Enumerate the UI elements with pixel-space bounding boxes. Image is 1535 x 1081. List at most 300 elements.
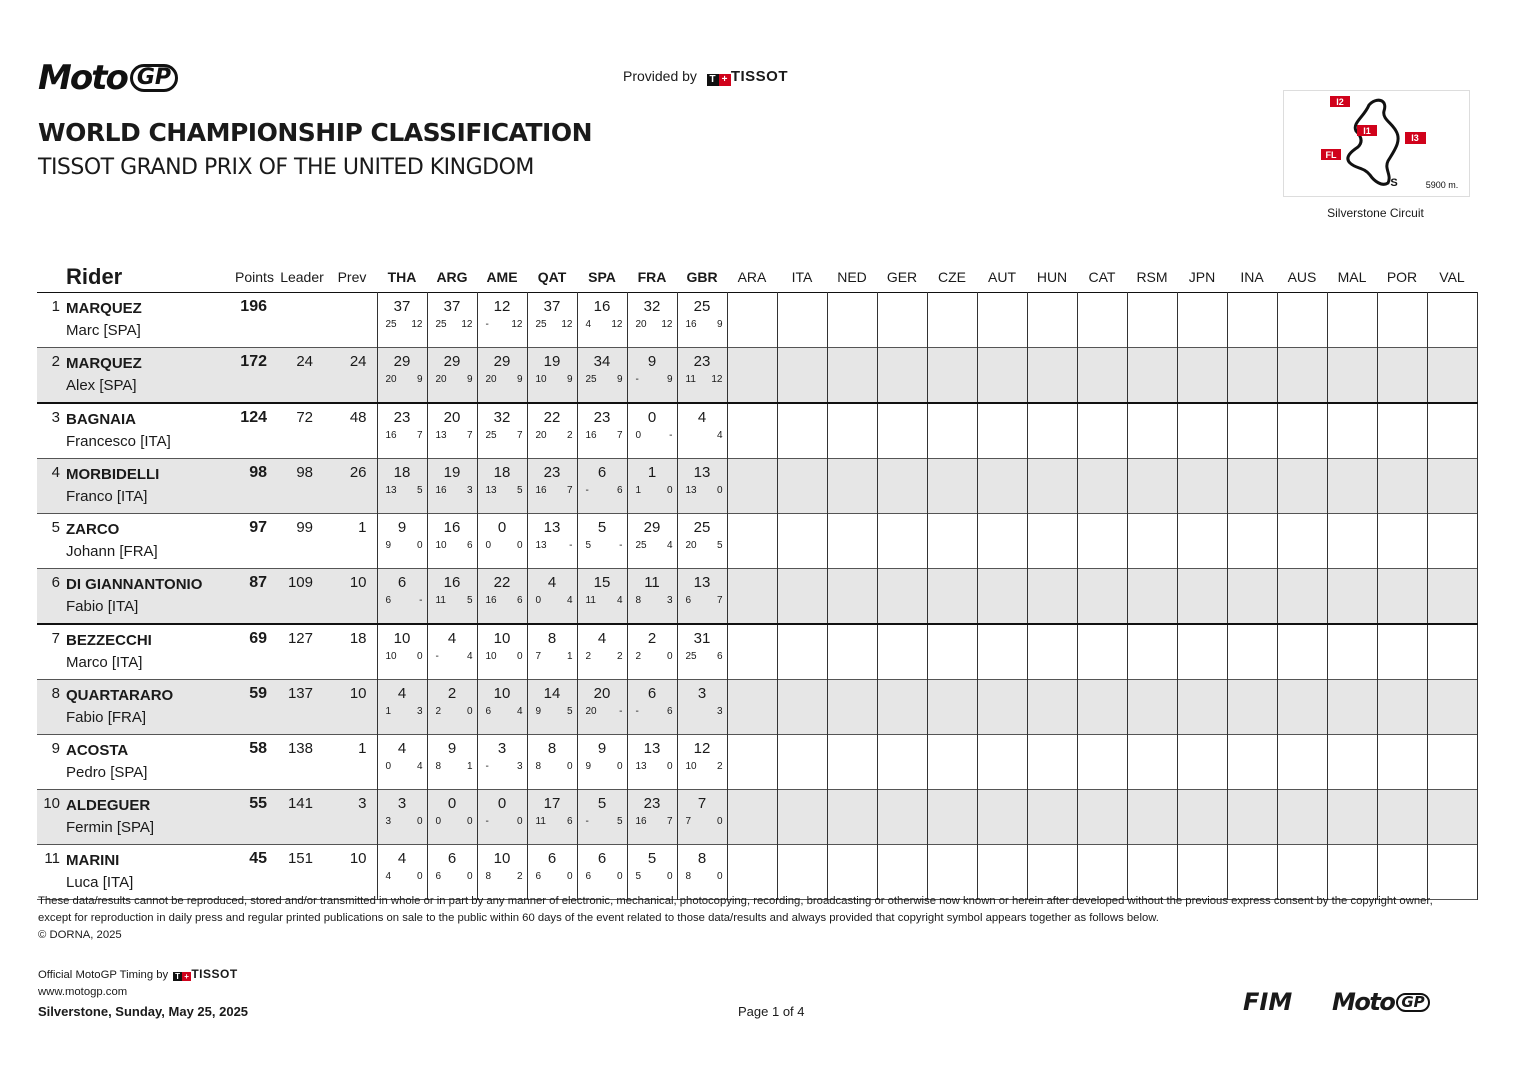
points-header: Points <box>235 269 274 285</box>
rider-firstname: Fabio [FRA] <box>66 709 147 726</box>
race-result-spa <box>577 845 627 900</box>
race-result-ame <box>477 403 527 459</box>
table-row <box>37 569 1477 625</box>
race-main-points: 0 <box>535 595 542 606</box>
race-result-mal <box>1327 514 1377 569</box>
race-result-hun <box>1027 845 1077 900</box>
race-main-points: 11 <box>435 595 446 606</box>
race-sprint-points: 9 <box>466 374 473 385</box>
race-result-por <box>1377 680 1427 735</box>
race-total: 15 <box>593 574 611 591</box>
race-sprint-points: 9 <box>416 374 423 385</box>
race-result-rsm <box>1127 845 1177 900</box>
race-result-jpn <box>1177 514 1227 569</box>
rider-prev-gap: 10 <box>349 850 367 867</box>
rider-leader-gap: 141 <box>287 795 313 812</box>
race-result-mal <box>1327 569 1377 625</box>
race-total: 23 <box>543 464 561 481</box>
race-result-ame <box>477 845 527 900</box>
race-result-ina <box>1227 624 1277 680</box>
rider-position: 6 <box>51 574 60 591</box>
rider-surname: QUARTARARO <box>66 687 174 704</box>
race-sprint-points: 4 <box>466 651 473 662</box>
race-result-val <box>1427 403 1477 459</box>
table-row <box>37 624 1477 680</box>
race-total: 5 <box>647 850 657 867</box>
race-total: 4 <box>597 630 607 647</box>
rider-prev-gap: 3 <box>358 795 367 812</box>
race-sprint-points: 7 <box>516 430 523 441</box>
rider-leader-gap: 127 <box>287 630 313 647</box>
race-total: 37 <box>443 298 461 315</box>
race-result-val <box>1427 680 1477 735</box>
race-sprint-points: 0 <box>516 816 523 827</box>
race-total: 34 <box>593 353 611 370</box>
rider-points: 45 <box>249 850 267 867</box>
rider-position: 11 <box>44 850 60 867</box>
race-result-ita <box>777 790 827 845</box>
race-total: 29 <box>443 353 461 370</box>
race-main-points: 5 <box>585 540 592 551</box>
race-header-ame: AME <box>486 269 518 285</box>
race-result-gbr <box>677 459 727 514</box>
race-main-points: 2 <box>435 706 442 717</box>
race-result-spa <box>577 624 627 680</box>
race-result-mal <box>1327 790 1377 845</box>
race-total: 16 <box>593 298 611 315</box>
race-result-qat <box>527 735 577 790</box>
race-result-ina <box>1227 459 1277 514</box>
race-result-aus <box>1277 569 1327 625</box>
race-total: 32 <box>493 409 511 426</box>
race-result-tha <box>377 735 427 790</box>
race-result-jpn <box>1177 459 1227 514</box>
race-total: 2 <box>647 630 657 647</box>
rider-surname: MARQUEZ <box>66 355 142 372</box>
race-result-ame <box>477 459 527 514</box>
race-total: 29 <box>493 353 511 370</box>
race-total: 10 <box>393 630 411 647</box>
rider-name <box>66 624 232 680</box>
race-sprint-points: 3 <box>466 485 473 496</box>
race-main-points: 25 <box>585 374 597 385</box>
race-sprint-points: 3 <box>666 595 673 606</box>
race-sprint-points: 5 <box>716 540 723 551</box>
rider-points: 87 <box>249 574 267 591</box>
race-main-points: 11 <box>585 595 596 606</box>
race-result-ned <box>827 845 877 900</box>
race-result-por <box>1377 348 1427 404</box>
race-main-points: 8 <box>685 871 692 882</box>
race-result-arg <box>427 348 477 404</box>
race-result-tha <box>377 624 427 680</box>
race-result-spa <box>577 514 627 569</box>
tissot-t-icon: T <box>707 74 719 86</box>
rider-firstname: Fabio [ITA] <box>66 598 139 615</box>
official-timing: Official MotoGP Timing by T + TISSOT www.motogp.com <box>38 966 238 1001</box>
race-total: 29 <box>393 353 411 370</box>
table-row <box>37 680 1477 735</box>
race-result-aut <box>977 680 1027 735</box>
race-result-jpn <box>1177 624 1227 680</box>
race-result-tha <box>377 348 427 404</box>
rider-prev-gap: 26 <box>349 464 367 481</box>
race-result-tha <box>377 403 427 459</box>
race-main-points: 16 <box>485 595 497 606</box>
race-total: 20 <box>443 409 461 426</box>
race-header-ned: NED <box>837 269 867 285</box>
race-result-arg <box>427 680 477 735</box>
race-sprint-points: 6 <box>566 816 573 827</box>
finish-line-label: FL <box>1325 150 1337 160</box>
race-result-por <box>1377 735 1427 790</box>
race-main-points: 16 <box>635 816 647 827</box>
race-result-hun <box>1027 735 1077 790</box>
race-result-ame <box>477 735 527 790</box>
race-main-points: 13 <box>485 485 497 496</box>
race-total: 23 <box>643 795 661 812</box>
race-sprint-points: 12 <box>561 319 573 330</box>
race-total: 13 <box>693 464 711 481</box>
rider-points: 69 <box>249 630 267 647</box>
race-result-val <box>1427 624 1477 680</box>
race-total: 4 <box>447 630 457 647</box>
race-result-tha <box>377 569 427 625</box>
website-link[interactable]: www.motogp.com <box>38 986 128 998</box>
rider-surname: ACOSTA <box>66 742 129 759</box>
race-main-points: 13 <box>685 485 697 496</box>
race-result-aus <box>1277 514 1327 569</box>
rider-name <box>66 403 232 459</box>
rider-firstname: Marco [ITA] <box>66 654 143 671</box>
race-sprint-points: 0 <box>566 761 573 772</box>
race-result-ina <box>1227 790 1277 845</box>
race-sprint-points: 9 <box>616 374 623 385</box>
race-main-points: 13 <box>385 485 397 496</box>
race-result-val <box>1427 514 1477 569</box>
race-result-ned <box>827 403 877 459</box>
race-result-cze <box>927 514 977 569</box>
race-total: 0 <box>497 519 507 536</box>
rider-position: 10 <box>43 795 60 812</box>
rider-prev-gap: 1 <box>358 740 367 757</box>
race-result-qat <box>527 790 577 845</box>
race-result-hun <box>1027 348 1077 404</box>
race-result-gbr <box>677 569 727 625</box>
race-total: 19 <box>543 353 561 370</box>
race-result-qat <box>527 348 577 404</box>
race-result-cat <box>1077 348 1127 404</box>
race-sprint-points: 0 <box>516 651 523 662</box>
race-main-points: - <box>485 761 489 772</box>
race-main-points: 11 <box>535 816 546 827</box>
circuit-track-icon <box>1284 91 1469 196</box>
race-result-mal <box>1327 403 1377 459</box>
race-sprint-points: 12 <box>511 319 523 330</box>
race-result-cat <box>1077 293 1127 348</box>
race-sprint-points: - <box>419 595 423 606</box>
race-result-hun <box>1027 569 1077 625</box>
race-total: 9 <box>647 353 657 370</box>
race-result-por <box>1377 845 1427 900</box>
race-main-points: 0 <box>385 761 392 772</box>
race-result-ger <box>877 569 927 625</box>
race-result-ina <box>1227 293 1277 348</box>
race-result-ned <box>827 680 877 735</box>
race-main-points: 0 <box>435 816 442 827</box>
rider-name <box>66 348 232 404</box>
rider-prev-gap: 1 <box>358 519 367 536</box>
race-main-points: 10 <box>435 540 447 551</box>
race-sprint-points: 4 <box>716 430 723 441</box>
race-result-gbr <box>677 514 727 569</box>
race-result-ita <box>777 624 827 680</box>
race-total: 19 <box>443 464 461 481</box>
race-result-aut <box>977 293 1027 348</box>
race-main-points: 10 <box>685 761 697 772</box>
copyright: © DORNA, 2025 <box>38 929 122 941</box>
race-sprint-points: 6 <box>716 651 723 662</box>
race-result-ina <box>1227 680 1277 735</box>
race-result-aus <box>1277 845 1327 900</box>
race-main-points: - <box>435 651 439 662</box>
race-result-qat <box>527 845 577 900</box>
race-sprint-points: 1 <box>566 651 573 662</box>
race-result-cat <box>1077 845 1127 900</box>
race-result-gbr <box>677 403 727 459</box>
rider-points: 59 <box>249 685 267 702</box>
race-total: 13 <box>543 519 561 536</box>
circuit-name: Silverstone Circuit <box>1327 206 1424 220</box>
rider-firstname: Marc [SPA] <box>66 322 141 339</box>
race-main-points: 6 <box>385 595 392 606</box>
rider-position: 9 <box>51 740 60 757</box>
race-main-points: 20 <box>685 540 697 551</box>
race-main-points: 13 <box>635 761 647 772</box>
race-result-arg <box>427 735 477 790</box>
race-main-points: 8 <box>485 871 492 882</box>
race-result-hun <box>1027 293 1077 348</box>
race-main-points: 1 <box>385 706 392 717</box>
race-sprint-points: 12 <box>411 319 423 330</box>
race-sprint-points: 12 <box>711 374 723 385</box>
table-row <box>37 348 1477 404</box>
race-total: 31 <box>693 630 711 647</box>
race-result-ina <box>1227 569 1277 625</box>
race-total: 16 <box>443 519 461 536</box>
race-header-arg: ARG <box>436 269 468 285</box>
rider-surname: ALDEGUER <box>66 797 151 814</box>
race-result-ned <box>827 348 877 404</box>
race-result-ita <box>777 293 827 348</box>
motogp-logo-footer: Moto GP <box>1332 988 1430 1016</box>
race-result-aus <box>1277 459 1327 514</box>
race-total: 10 <box>493 850 511 867</box>
race-result-jpn <box>1177 348 1227 404</box>
race-sprint-points: 0 <box>666 871 673 882</box>
race-result-tha <box>377 790 427 845</box>
race-main-points: 2 <box>585 651 592 662</box>
race-sprint-points: - <box>669 430 673 441</box>
race-sprint-points: 4 <box>416 761 423 772</box>
race-total: 25 <box>693 298 711 315</box>
race-result-ame <box>477 569 527 625</box>
race-sprint-points: 9 <box>716 319 723 330</box>
rider-points: 98 <box>249 464 267 481</box>
race-result-ned <box>827 293 877 348</box>
rider-name <box>66 514 232 569</box>
race-result-jpn <box>1177 569 1227 625</box>
race-sprint-points: - <box>619 540 623 551</box>
race-total: 0 <box>497 795 507 812</box>
rider-header: Rider <box>66 264 123 289</box>
race-main-points: 25 <box>435 319 447 330</box>
race-result-ara <box>727 845 777 900</box>
race-result-qat <box>527 459 577 514</box>
race-result-gbr <box>677 735 727 790</box>
race-result-jpn <box>1177 845 1227 900</box>
race-main-points: 16 <box>585 430 597 441</box>
race-result-aus <box>1277 293 1327 348</box>
race-sprint-points: 5 <box>466 595 473 606</box>
rider-position: 4 <box>51 464 60 481</box>
race-header-ger: GER <box>886 269 918 285</box>
race-result-arg <box>427 403 477 459</box>
prev-header: Prev <box>337 269 367 285</box>
race-sprint-points: 7 <box>616 430 623 441</box>
race-result-hun <box>1027 514 1077 569</box>
race-result-fra <box>627 624 677 680</box>
rider-firstname: Pedro [SPA] <box>66 764 148 781</box>
race-total: 6 <box>597 464 607 481</box>
race-result-spa <box>577 569 627 625</box>
race-main-points: 6 <box>535 871 542 882</box>
race-sprint-points: 9 <box>516 374 523 385</box>
sector-i1-label: I1 <box>1363 126 1371 136</box>
race-header-mal: MAL <box>1337 269 1367 285</box>
race-result-ame <box>477 790 527 845</box>
race-total: 22 <box>543 409 561 426</box>
race-result-arg <box>427 624 477 680</box>
race-result-por <box>1377 624 1427 680</box>
race-total: 17 <box>543 795 561 812</box>
race-sprint-points: 0 <box>466 816 473 827</box>
race-total: 11 <box>644 574 660 591</box>
race-main-points: 4 <box>585 319 592 330</box>
race-result-mal <box>1327 845 1377 900</box>
race-result-fra <box>627 403 677 459</box>
race-sprint-points: 3 <box>416 706 423 717</box>
race-total: 37 <box>393 298 411 315</box>
rider-points: 55 <box>249 795 267 812</box>
table-row <box>37 459 1477 514</box>
race-result-por <box>1377 790 1427 845</box>
race-total: 4 <box>697 409 707 426</box>
race-result-ned <box>827 790 877 845</box>
race-result-ned <box>827 735 877 790</box>
race-result-cze <box>927 790 977 845</box>
race-sprint-points: 0 <box>616 871 623 882</box>
race-result-aut <box>977 790 1027 845</box>
race-result-hun <box>1027 790 1077 845</box>
race-total: 5 <box>597 519 607 536</box>
race-result-cat <box>1077 569 1127 625</box>
race-result-ara <box>727 403 777 459</box>
race-result-ina <box>1227 514 1277 569</box>
race-header-spa: SPA <box>588 269 616 285</box>
rider-name <box>66 569 232 625</box>
race-total: 10 <box>493 630 511 647</box>
race-result-rsm <box>1127 680 1177 735</box>
race-main-points: 16 <box>385 430 397 441</box>
race-sprint-points: 7 <box>716 595 723 606</box>
race-result-aus <box>1277 403 1327 459</box>
race-total: 8 <box>697 850 707 867</box>
race-total: 1 <box>647 464 657 481</box>
race-total: 20 <box>593 685 611 702</box>
race-result-spa <box>577 680 627 735</box>
race-result-ger <box>877 790 927 845</box>
race-result-hun <box>1027 624 1077 680</box>
race-main-points: 25 <box>485 430 497 441</box>
race-result-val <box>1427 348 1477 404</box>
race-sprint-points: 9 <box>566 374 573 385</box>
race-sprint-points: 0 <box>516 540 523 551</box>
race-total: 3 <box>697 685 707 702</box>
rider-leader-gap: 99 <box>296 519 313 536</box>
race-result-ger <box>877 514 927 569</box>
race-total: 9 <box>397 519 407 536</box>
race-result-ina <box>1227 845 1277 900</box>
rider-position: 1 <box>51 298 60 315</box>
race-result-rsm <box>1127 459 1177 514</box>
table-row <box>37 735 1477 790</box>
race-result-ame <box>477 348 527 404</box>
race-total: 13 <box>693 574 711 591</box>
race-total: 4 <box>397 740 407 757</box>
race-result-gbr <box>677 624 727 680</box>
race-result-aut <box>977 514 1027 569</box>
rider-name <box>66 845 232 900</box>
race-result-fra <box>627 845 677 900</box>
race-result-cze <box>927 348 977 404</box>
table-header <box>37 262 1477 293</box>
race-main-points: 25 <box>385 319 397 330</box>
race-result-val <box>1427 790 1477 845</box>
race-result-ame <box>477 624 527 680</box>
race-sprint-points: 9 <box>666 374 673 385</box>
race-total: 6 <box>597 850 607 867</box>
rider-leader-gap: 24 <box>296 353 313 370</box>
event-date: Silverstone, Sunday, May 25, 2025 <box>38 1004 249 1019</box>
race-main-points: 16 <box>435 485 447 496</box>
sector-i2-label: I2 <box>1336 97 1344 107</box>
race-result-arg <box>427 514 477 569</box>
race-result-gbr <box>677 790 727 845</box>
race-result-mal <box>1327 348 1377 404</box>
rider-position: 3 <box>51 409 60 426</box>
leader-header: Leader <box>280 269 324 285</box>
race-result-aus <box>1277 790 1327 845</box>
circuit-length: 5900 m. <box>1425 180 1459 190</box>
race-main-points: 9 <box>585 761 592 772</box>
race-main-points: 1 <box>635 485 642 496</box>
race-main-points: 10 <box>485 651 497 662</box>
race-result-cat <box>1077 624 1127 680</box>
rider-points: 124 <box>240 409 267 426</box>
race-result-spa <box>577 348 627 404</box>
rider-firstname: Luca [ITA] <box>66 874 134 891</box>
